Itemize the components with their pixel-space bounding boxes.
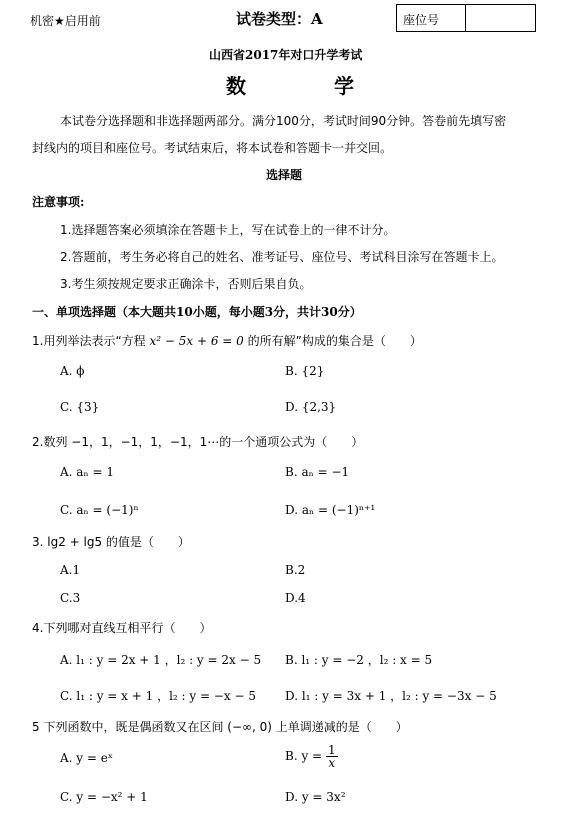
fraction-denominator: x	[328, 756, 336, 770]
question-2: 2.数列 −1，1，−1，1，−1，1⋯的一个通项公式为（ ）	[32, 435, 364, 449]
section-heading: 选择题	[266, 168, 303, 182]
intro-line-2: 封线内的项目和座位号。考试结束后，将本试卷和答题卡一并交回。	[32, 141, 393, 155]
q3-option-a: A.1	[60, 563, 81, 577]
q2-option-d: D. aₙ = (−1)ⁿ⁺¹	[285, 503, 376, 517]
note-item: 2.答题前，考生务必将自己的姓名、准考证号、座位号、考试科目涂写在答题卡上。	[60, 250, 504, 264]
q3-option-c: C.3	[60, 591, 81, 605]
q5-option-b-label: B. y =	[285, 749, 323, 763]
note-item: 1.选择题答案必须填涂在答题卡上，写在试卷上的一律不计分。	[60, 223, 396, 237]
confidential-label: 机密★启用前	[30, 14, 101, 28]
q1-option-c: C. {3}	[60, 400, 100, 414]
q5-option-b-fraction	[326, 744, 338, 769]
q4-option-b: B. l₁ : y = −2 ，l₂ : x = 5	[285, 653, 433, 667]
q1-option-a: A. ϕ	[60, 364, 85, 378]
question-1-equation: x² − 5x + 6 = 0	[149, 334, 244, 348]
note-item: 3.考生须按规定要求正确涂卡，否则后果自负。	[60, 277, 312, 291]
seat-number-box	[396, 4, 536, 32]
q2-option-b: B. aₙ = −1	[285, 465, 350, 479]
q3-option-b: B.2	[285, 563, 306, 577]
seat-number-label: 座位号	[403, 13, 440, 27]
paper-type: 试卷类型：A	[236, 10, 323, 28]
question-1	[32, 332, 422, 349]
q4-option-a: A. l₁ : y = 2x + 1 ，l₂ : y = 2x − 5	[60, 653, 262, 667]
seat-box-divider	[465, 5, 466, 31]
q1-option-b: B. {2}	[285, 364, 325, 378]
q1-option-d: D. {2,3}	[285, 400, 337, 414]
question-4: 4.下列哪对直线互相平行（ ）	[32, 621, 212, 635]
q2-option-c: C. aₙ = (−1)ⁿ	[60, 503, 139, 517]
question-3: 3. lg2 + lg5 的值是（ ）	[32, 535, 190, 549]
notes-title: 注意事项:	[32, 195, 85, 209]
exam-title: 山西省2017年对口升学考试	[209, 48, 363, 62]
q5-option-d: D. y = 3x²	[285, 790, 346, 804]
question-1-text: 1.用列举法表示“方程	[32, 334, 150, 348]
question-5: 5 下列函数中，既是偶函数又在区间 (−∞, 0) 上单调递减的是（ ）	[32, 720, 408, 734]
subject-title: 数 学	[226, 74, 388, 98]
q5-option-c: C. y = −x² + 1	[60, 790, 148, 804]
question-1-text-end: 的所有解”构成的集合是（ ）	[243, 334, 422, 348]
q4-option-c: C. l₁ : y = x + 1 ，l₂ : y = −x − 5	[60, 689, 256, 703]
part-one-title: 一、单项选择题（本大题共10小题，每小题3分，共计30分）	[32, 305, 362, 319]
q4-option-d: D. l₁ : y = 3x + 1 ，l₂ : y = −3x − 5	[285, 689, 497, 703]
q3-option-d: D.4	[285, 591, 306, 605]
q5-option-b	[285, 744, 338, 769]
fraction-numerator: 1	[327, 743, 336, 757]
q5-option-a: A. y = eˣ	[60, 751, 113, 765]
q2-option-a: A. aₙ = 1	[60, 465, 114, 479]
intro-line-1: 本试卷分选择题和非选择题两部分。满分100分，考试时间90分钟。答卷前先填写密	[60, 114, 507, 128]
